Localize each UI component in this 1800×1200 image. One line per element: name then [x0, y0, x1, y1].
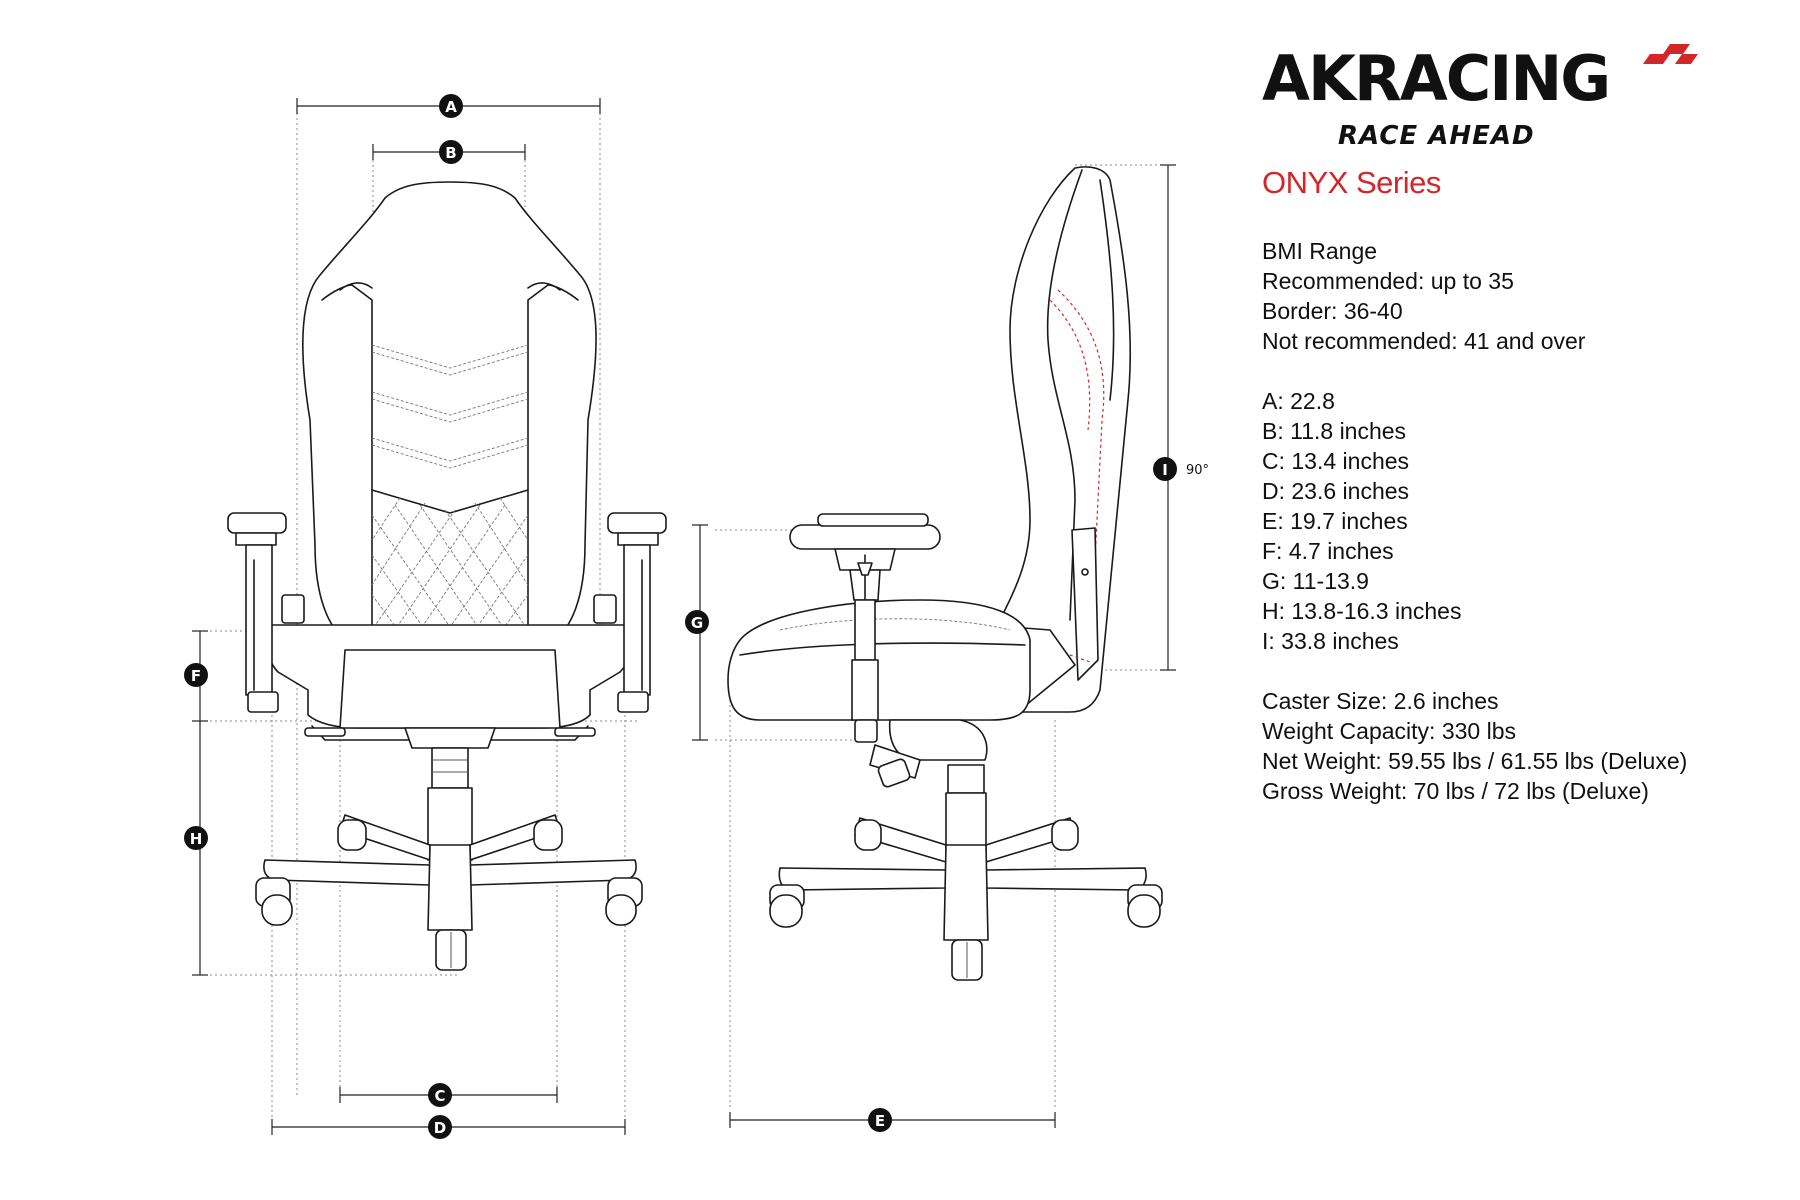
bmi-heading: BMI Range: [1262, 238, 1378, 264]
dimension-h: H: 13.8-16.3 inches: [1262, 598, 1462, 624]
svg-text:G: G: [690, 614, 704, 632]
brand-tagline: RACE AHEAD: [1338, 121, 1535, 150]
svg-text:I: I: [1162, 461, 1168, 479]
dimension-d: D: 23.6 inches: [1262, 478, 1410, 504]
svg-text:D: D: [433, 1119, 447, 1137]
akracing-logo: [1262, 40, 1702, 150]
dimension-a: A: 22.8: [1262, 388, 1335, 414]
svg-text:H: H: [189, 830, 203, 848]
net-weight: Net Weight: 59.55 lbs / 61.55 lbs (Deluxe): [1262, 748, 1688, 774]
bmi-recommended: Recommended: up to 35: [1262, 268, 1514, 294]
svg-text:A: A: [445, 98, 457, 116]
dimension-i: I: 33.8 inches: [1262, 628, 1399, 654]
dimension-marker-a: [439, 94, 463, 118]
gross-weight: Gross Weight: 70 lbs / 72 lbs (Deluxe): [1262, 778, 1649, 804]
side-view-chair: [715, 165, 1170, 1110]
svg-text:E: E: [874, 1112, 886, 1130]
dimension-f: F: 4.7 inches: [1262, 538, 1394, 564]
recline-angle-label: 90°: [1186, 463, 1210, 478]
dimension-b: B: 11.8 inches: [1262, 418, 1407, 444]
caster-size: Caster Size: 2.6 inches: [1262, 688, 1499, 714]
bmi-border: Border: 36-40: [1262, 298, 1403, 324]
svg-text:C: C: [434, 1087, 446, 1105]
dimension-marker-c: [428, 1083, 452, 1107]
logo-flag-icon: [1643, 44, 1698, 64]
dimension-marker-e: [868, 1108, 892, 1132]
brand-name: AKRACING: [1262, 42, 1610, 115]
spec-list: [1262, 236, 1687, 806]
dimension-marker-h: [184, 826, 208, 850]
weight-capacity: Weight Capacity: 330 lbs: [1262, 718, 1516, 744]
dimension-marker-d: [428, 1115, 452, 1139]
svg-text:B: B: [445, 144, 457, 162]
bmi-not-recommended: Not recommended: 41 and over: [1262, 328, 1586, 354]
dimension-e: E: 19.7 inches: [1262, 508, 1408, 534]
dimension-marker-i: [1153, 457, 1177, 481]
series-title: ONYX Series: [1262, 165, 1441, 200]
dimension-marker-g: [685, 610, 709, 634]
front-view-chair: [200, 103, 666, 1130]
dimension-marker-f: [184, 663, 208, 687]
dimension-g: G: 11-13.9: [1262, 568, 1369, 594]
dimension-c: C: 13.4 inches: [1262, 448, 1410, 474]
dimension-marker-b: [439, 140, 463, 164]
svg-text:F: F: [190, 667, 202, 685]
